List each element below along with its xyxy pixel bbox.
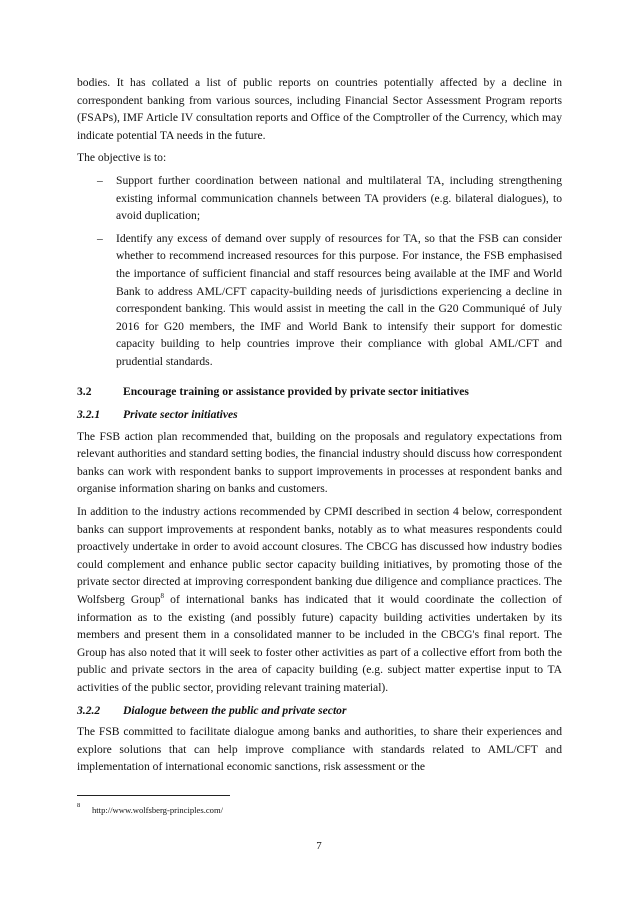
footnote-mark: 8: [77, 802, 81, 809]
list-item: [77, 172, 562, 225]
subsection-heading-3-2-2: [77, 702, 562, 720]
footnote-link[interactable]: http://www.wolfsberg-principles.com/: [92, 805, 224, 815]
footnote: [77, 802, 562, 815]
section-heading-3-2: [77, 383, 562, 401]
list-item-text: Identify any excess of demand over supply of resources for TA, so that the FSB can consider whether to recommend increased resources for this purpose. For instance, the FSB emphasised the importance of sufficient financial and staff resources being available at the IMF and World Bank to address AML/CFT capacity-building needs of jurisdictions experiencing a decline in correspondent banking. This would assist in meeting the call in the G20 Communiqué of July 2016 for G20 members, the IMF and World Bank to intensify their support for domestic capacity building to help countries improve their compliance with global AML/CFT and prudential standards.: [116, 231, 562, 368]
footnote-reference[interactable]: 8: [160, 592, 165, 601]
objective-list: [77, 172, 562, 371]
subsection-number: 3.2.1: [77, 408, 101, 422]
dash-bullet: –: [97, 231, 103, 245]
page-number: 7: [316, 840, 322, 852]
dash-bullet: –: [97, 173, 103, 187]
subsection-heading-3-2-1: [77, 406, 562, 424]
paragraph-text: of international banks has indicated that it would coordinate the collection of information as to the existing (and possibly future) capacity building activities undertaken by its members and present them in a consolidated manner to be included in the CBCG's final report. The Group has also noted that it will seek to foster other activities as part of a collective effort from both the public and private sectors in the area of capacity building (e.g. subject matter expertise input to TA activities of the public sector, providing relevant training material).: [77, 593, 562, 694]
subsection-title: Private sector initiatives: [123, 408, 238, 422]
paragraph-continuation: bodies. It has collated a list of public reports on countries potentially affected by a decline in correspondent banking from various sources, including Financial Sector Assessment Program reports (FSAPs), IMF Article IV consultation reports and Office of the Comptroller of the Currency, which may indicate potential TA needs in the future.: [77, 76, 562, 142]
body-text: [77, 74, 562, 781]
paragraph-action-plan: The FSB action plan recommended that, building on the proposals and regulatory expectations from relevant authorities and standard setting bodies, the financial industry should discuss how correspondent banks can work with respondent banks to support improvements in processes at respondent banks and organise information sharing on banks and customers.: [77, 429, 562, 496]
paragraph-objective-intro: The objective is to:: [77, 151, 167, 165]
subsection-title: Dialogue between the public and private sector: [123, 703, 347, 717]
list-item: [77, 230, 562, 371]
footnote-divider: [77, 795, 230, 796]
paragraph-text: In addition to the industry actions recommended by CPMI described in section 4 below, correspondent banks can support improvements at respondent banks, notably as to what measures respondents could proactively undertake in order to avoid account closures. The CBCG has discussed how industry bodies could complement and enhance public sector capacity building initiatives, by promoting those of the private sector directed at improving correspondent banking due diligence and compliance practices. The Wolfsberg Group: [77, 505, 562, 607]
paragraph-industry-actions: [77, 503, 562, 697]
paragraph-dialogue: The FSB committed to facilitate dialogue among banks and authorities, to share their experiences and explore solutions that can help improve compliance with standards related to AML/CFT and implementation of international economic sanctions, risk assessment or the: [77, 725, 562, 774]
list-item-text: Support further coordination between national and multilateral TA, including strengthening existing informal communication channels between TA providers (e.g. bilateral dialogues), to avoid duplication;: [116, 173, 562, 223]
section-number: 3.2: [77, 384, 92, 398]
section-title: Encourage training or assistance provided by private sector initiatives: [123, 384, 469, 398]
subsection-number: 3.2.2: [77, 703, 101, 717]
